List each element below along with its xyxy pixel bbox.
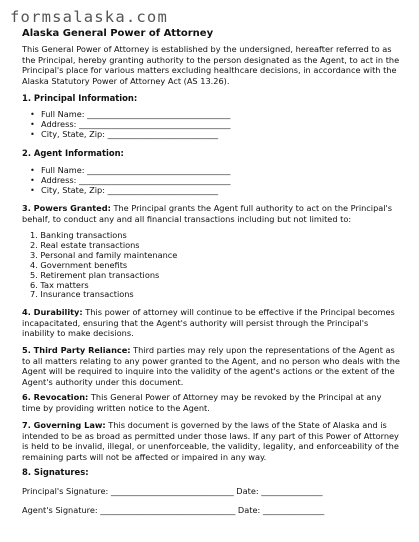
principal-fields: [30, 110, 230, 139]
durability-paragraph: [22, 307, 400, 339]
powers-granted-text: The Principal grants the Agent full authority to act on the Principal's behalf, to conduct any and all financial transactions including but not limited to:: [22, 203, 393, 224]
agent-address-field: • Address: _____________________________________: [30, 174, 231, 185]
principal-signature-line: Principal's Signature: ______________________________ Date: _______________: [22, 486, 323, 496]
revocation-label: 6. Revocation:: [22, 392, 89, 402]
list-item: 6. Tax matters: [30, 279, 89, 290]
list-item: 7. Insurance transactions: [30, 289, 134, 300]
list-item: 5. Retirement plan transactions: [30, 269, 160, 280]
third-party-text: Third parties may rely upon the representations of the Agent as to all matters relating to any power granted to the Agent, and no person who deals with the Agent will be required to inquire into the validity of the agent's actions or the extent of the Agent's authority under this document.: [22, 345, 400, 387]
governing-law-label: 7. Governing Law:: [22, 420, 106, 430]
principal-address-field: • Address: _____________________________________: [30, 118, 231, 129]
agent-name-field: • Full Name: ___________________________________: [30, 165, 231, 175]
list-item: 3. Personal and family maintenance: [30, 249, 178, 260]
agent-signature-line: Agent's Signature: _________________________________ Date: _______________: [22, 505, 325, 515]
intro-paragraph: This General Power of Attorney is established by the undersigned, hereafter referred to as the Principal, hereby granting authority to the person designated as the Agent, to act in the Principal's place for various matters excluding healthcare decisions, in accordance with the Alaska Statutory Power of Attorney Act (AS 13.26).: [22, 44, 400, 86]
governing-law-paragraph: [22, 420, 400, 462]
agent-fields: [30, 166, 230, 195]
document-title: Alaska General Power of Attorney: [22, 28, 214, 39]
durability-text: This power of attorney will continue to be effective if the Principal becomes incapacitated, ensuring that the Agent's authority will persist through the Principal's inability to make decisions.: [22, 307, 395, 338]
revocation-text: This General Power of Attorney may be revoked by the Principal at any time by providing written notice to the Agent.: [22, 392, 382, 413]
powers-granted-label: 3. Powers Granted:: [22, 203, 111, 213]
governing-law-text: This document is governed by the laws of the State of Alaska and is intended to be as broad as permitted under those laws. If any part of this Power of Attorney is held to be invalid, illegal, or unenforceable, the validity, legality, and enforceability of the remaining parts will not be affected or impaired in any way.: [22, 420, 399, 462]
site-watermark: formsalaska.com: [10, 8, 168, 26]
revocation-paragraph: [22, 392, 400, 413]
third-party-label: 5. Third Party Reliance:: [22, 345, 131, 355]
agent-city-field: • City, State, Zip: ___________________________: [30, 184, 219, 195]
list-item: 2. Real estate transactions: [30, 239, 140, 250]
principal-city-field: • City, State, Zip: ___________________________: [30, 128, 219, 139]
signatures-heading: 8. Signatures:: [22, 467, 89, 477]
third-party-paragraph: [22, 345, 400, 387]
list-item: 1. Banking transactions: [30, 230, 127, 240]
durability-label: 4. Durability:: [22, 307, 83, 317]
powers-list: [30, 231, 177, 300]
list-item: 4. Government benefits: [30, 259, 128, 270]
principal-heading: 1. Principal Information:: [22, 93, 138, 103]
agent-heading: 2. Agent Information:: [22, 148, 124, 158]
principal-name-field: • Full Name: ___________________________________: [30, 109, 231, 119]
powers-granted-paragraph: [22, 203, 400, 224]
